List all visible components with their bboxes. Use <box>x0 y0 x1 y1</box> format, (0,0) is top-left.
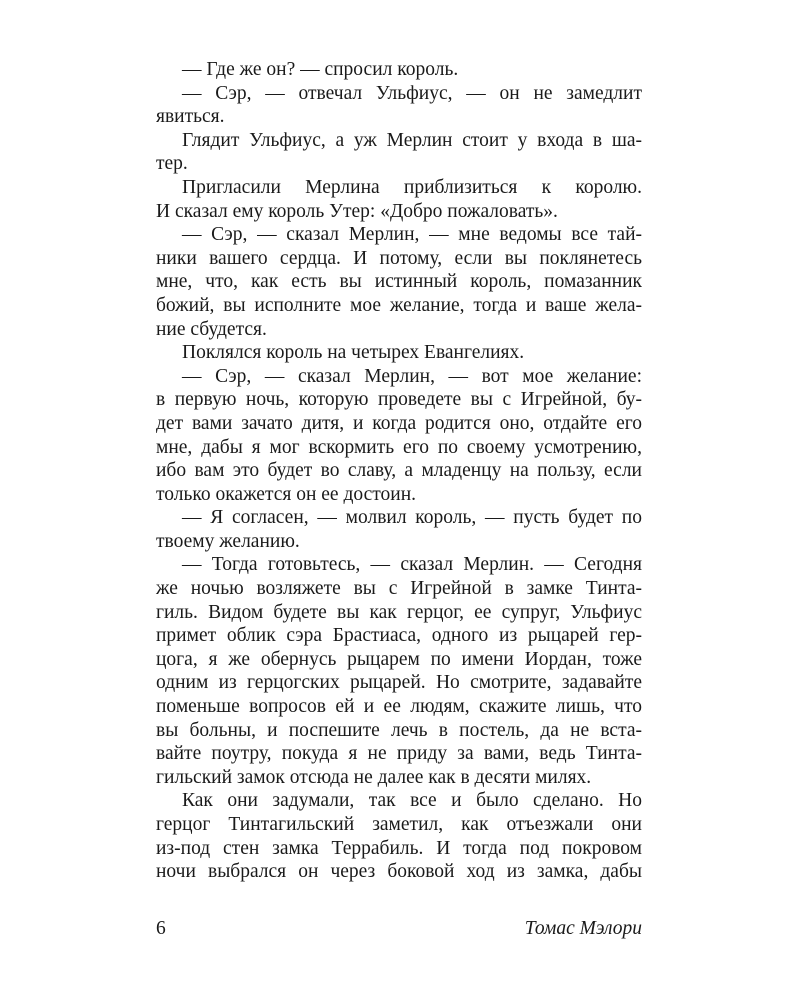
text-line: мне, что, как есть вы истинный король, помазанник <box>156 271 642 293</box>
text-line: явиться. <box>156 106 225 128</box>
text-line: И сказал ему король Утер: «Добро пожаловать». <box>156 200 558 222</box>
text-line: Глядит Ульфиус, а уж Мерлин стоит у входа в ша- <box>182 129 642 151</box>
page-number: 6 <box>156 918 166 939</box>
text-line: одним из герцогских рыцарей. Но смотрите, задавайте <box>156 672 642 694</box>
text-line: цога, я же обернусь рыцарем по имени Иордан, тоже <box>156 648 642 670</box>
text-line: вайте поутру, покуда я не приду за вами, ведь Тинта- <box>156 743 642 765</box>
text-line: гиль. Видом будете вы как герцог, ее супруг, Ульфиус <box>156 601 642 623</box>
text-line: дет вами зачато дитя, и когда родится оно, отдайте его <box>156 412 642 434</box>
text-line: поменьше вопросов ей и ее людям, скажите лишь, что <box>156 696 642 718</box>
text-line: — Я согласен, — молвил король, — пусть будет по <box>182 507 642 529</box>
text-line: примет облик сэра Брастиаса, одного из рыцарей гер- <box>156 625 642 647</box>
text-line: — Сэр, — сказал Мерлин, — вот мое желание: <box>182 365 642 387</box>
text-line: Как они задумали, так все и было сделано. Но <box>182 790 642 812</box>
text-line: в первую ночь, которую проведете вы с Игрейной, бу- <box>156 389 642 411</box>
text-line: Пригласили Мерлина приблизиться к королю. <box>182 176 642 198</box>
text-line: тер. <box>156 153 188 175</box>
page-body <box>156 58 642 884</box>
text-line: ние сбудется. <box>156 318 267 340</box>
text-line: же ночью возляжете вы с Игрейной в замке Тинта- <box>156 578 642 600</box>
text-line: вы больны, и поспешите лечь в постель, да не вста- <box>156 719 642 741</box>
text-line: ники вашего сердца. И потому, если вы поклянетесь <box>156 247 642 269</box>
text-line: ибо вам это будет во славу, а младенцу на пользу, если <box>156 460 642 482</box>
text-line: твоему желанию. <box>156 530 300 552</box>
text-line: гильский замок отсюда не далее как в десяти милях. <box>156 766 592 788</box>
text-line: герцог Тинтагильский заметил, как отъезжали они <box>156 814 642 835</box>
text-line: — Сэр, — сказал Мерлин, — мне ведомы все тай- <box>182 224 642 246</box>
text-line: — Сэр, — отвечал Ульфиус, — он не замедлит <box>182 82 642 104</box>
text-line: божий, вы исполните мое желание, тогда и ваше жела- <box>156 294 642 316</box>
text-line: мне, дабы я мог вскормить его по своему усмотрению, <box>156 436 642 458</box>
text-line: ночи выбрался он через боковой ход из замка, дабы <box>156 861 642 883</box>
text-line: — Где же он? — спросил король. <box>182 59 459 80</box>
text-line: только окажется он ее достоин. <box>156 483 417 505</box>
page-footer <box>156 918 642 942</box>
running-head-author: Томас Мэлори <box>524 918 642 939</box>
text-line: из-под стен замка Террабиль. И тогда под покровом <box>156 837 642 859</box>
text-line: — Тогда готовьтесь, — сказал Мерлин. — Сегодня <box>182 554 642 576</box>
text-line: Поклялся король на четырех Евангелиях. <box>182 342 525 364</box>
